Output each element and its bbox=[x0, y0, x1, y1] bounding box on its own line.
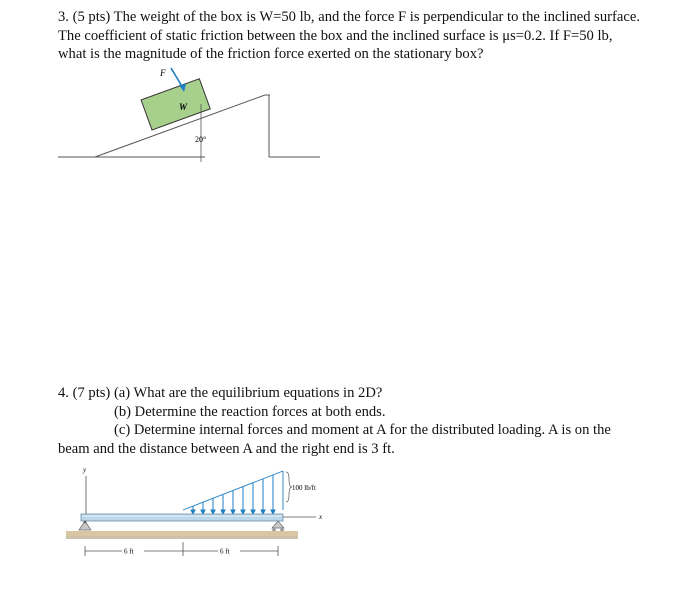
problem-4-line-1: 4. (7 pts) (a) What are the equilibrium equations in 2D? bbox=[58, 385, 383, 401]
dim-right-label: 6 ft bbox=[220, 547, 230, 556]
force-label: F bbox=[160, 68, 166, 78]
beam bbox=[81, 514, 283, 521]
problem-3-line-1: 3. (5 pts) The weight of the box is W=50 lb, and the force F is perpendicular to the inclined surface. bbox=[58, 9, 640, 25]
y-axis-label: y bbox=[83, 466, 87, 474]
problem-3-line-3: what is the magnitude of the friction force exerted on the stationary box? bbox=[58, 46, 484, 62]
dim-left-label: 6 ft bbox=[124, 547, 134, 556]
incline-figure bbox=[55, 62, 330, 167]
box bbox=[141, 79, 210, 130]
ground-shadow bbox=[66, 536, 298, 539]
problem-3-text bbox=[58, 8, 658, 64]
incline-figure-svg bbox=[55, 62, 330, 167]
x-axis-label: x bbox=[319, 513, 323, 521]
pin-support-left bbox=[79, 521, 91, 531]
problem-3-line-2: The coefficient of static friction between the box and the inclined surface is μs=0.2. If F=50 lb, bbox=[58, 27, 613, 44]
roller-support-right bbox=[272, 521, 284, 532]
problem-4-line-2: (b) Determine the reaction forces at both ends. bbox=[114, 403, 386, 420]
beam-figure-svg bbox=[58, 462, 358, 572]
problem-4-text bbox=[58, 384, 658, 458]
box-weight-label: W bbox=[179, 102, 188, 112]
problem-4-line-4: beam and the distance between A and the right end is 3 ft. bbox=[58, 440, 395, 457]
problem-4-line-3: (c) Determine internal forces and moment at A for the distributed loading. A is on the bbox=[114, 422, 611, 438]
angle-label: 20° bbox=[195, 135, 207, 144]
ground bbox=[66, 531, 298, 536]
load-arrows bbox=[191, 475, 275, 514]
beam-figure bbox=[58, 462, 358, 572]
box-rect bbox=[141, 79, 210, 130]
load-label: 100 lb/ft bbox=[292, 484, 316, 492]
